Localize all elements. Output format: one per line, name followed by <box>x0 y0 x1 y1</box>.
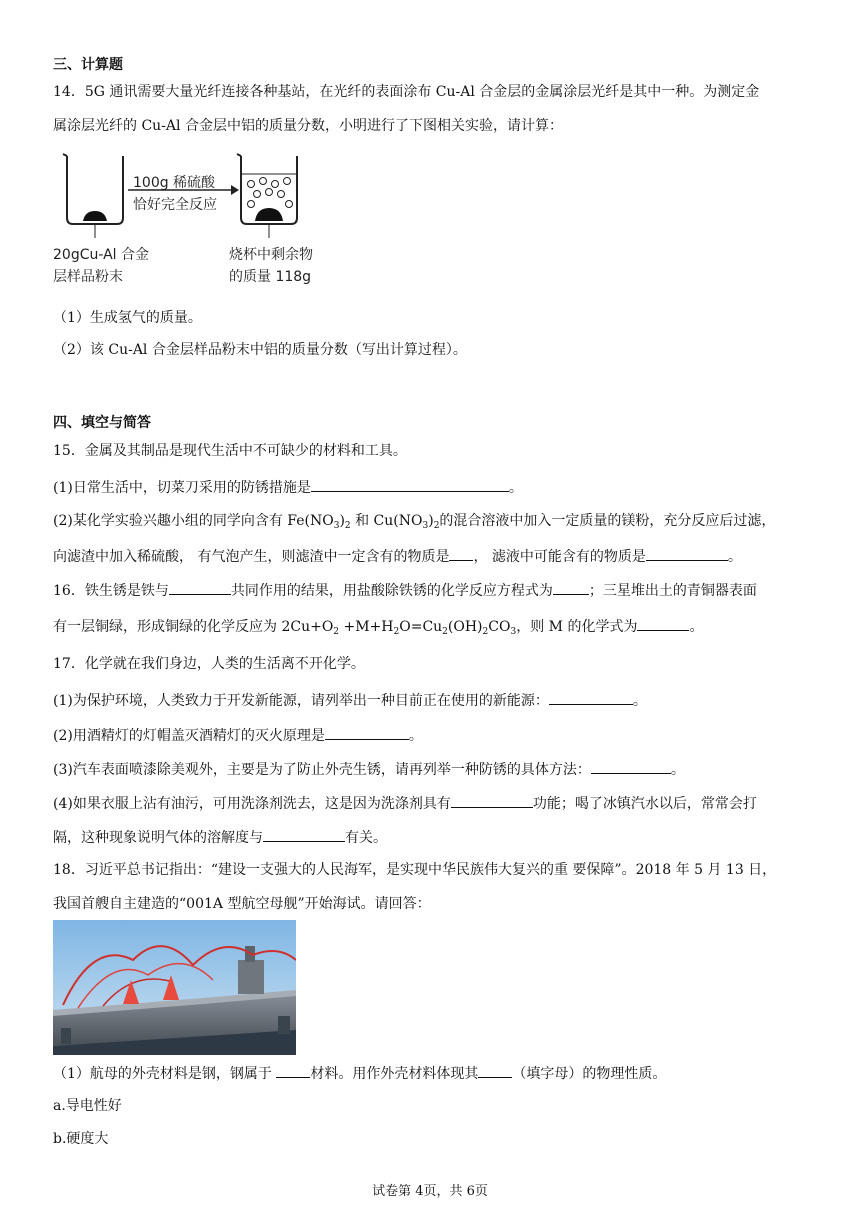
subscript: 2 <box>344 521 351 531</box>
q17-stem: 17．化学就在我们身边，人类的生活离不开化学。 <box>53 656 365 672</box>
q17-part1-text: (1)为保护环境，人类致力于开发新能源，请列举出一种目前正在使用的新能源： <box>53 693 549 709</box>
q16-line1 <box>53 579 757 601</box>
q15-part1 <box>53 476 523 498</box>
arrow-label-bottom: 恰好完全反应 <box>133 197 217 213</box>
aircraft-carrier-photo <box>53 920 296 1055</box>
q17-part3-end: 。 <box>670 762 685 778</box>
subscript: 3 <box>333 521 340 531</box>
right-beaker-label-2: 的质量 118g <box>229 269 312 285</box>
q16-c: ；三星堆出土的青铜器表面 <box>588 583 757 599</box>
answer-blank[interactable] <box>276 1062 310 1078</box>
answer-blank[interactable] <box>549 689 633 705</box>
q17-part2-end: 。 <box>408 728 423 744</box>
q15-part2-c: 和 Cu(NO <box>350 513 423 529</box>
q18-sub1-b: 材料。用作外壳材料体现其 <box>310 1066 479 1082</box>
q16-d: 有一层铜绿，形成铜绿的化学反应为 2Cu+O <box>53 619 334 635</box>
q16-a: 16．铁生锈是铁与 <box>53 583 169 599</box>
q14-stem-line2: 属涂层光纤的 Cu-Al 合金层中铝的质量分数，小明进行了下图相关实验，请计算： <box>53 118 563 134</box>
q16-g: (OH) <box>447 619 483 635</box>
q15-part2-d: ) <box>428 513 434 529</box>
answer-blank[interactable] <box>646 545 728 561</box>
answer-blank[interactable] <box>591 758 671 774</box>
q17-part1-end: 。 <box>632 693 647 709</box>
q14-stem-line1: 14．5G 通讯需要大量光纤连接各种基站，在光纤的表面涂布 Cu-Al 合金层的金属涂层光纤是其中一种。为测定金 <box>53 84 760 100</box>
q16-i: ，则 M 的化学式为 <box>516 619 638 635</box>
q14-sub1: （1）生成氢气的质量。 <box>53 310 202 326</box>
q17-part5-b: 有关。 <box>345 830 387 846</box>
q17-part5-a: 隔，这种现象说明气体的溶解度与 <box>53 830 263 846</box>
answer-blank[interactable] <box>263 826 345 842</box>
q15-part2-a: (2)某化学实验兴趣小组的同学向含有 Fe(NO <box>53 513 334 529</box>
subscript: 3 <box>510 627 517 637</box>
q18-sub1 <box>53 1062 666 1084</box>
q16-e: +M+H <box>339 619 394 635</box>
q15-part3-b: ， 滤液中可能含有的物质是 <box>473 549 646 565</box>
q16-line2 <box>53 615 703 637</box>
q18-sub1-a: （1）航母的外壳材料是钢，钢属于 <box>53 1066 277 1082</box>
answer-blank[interactable] <box>325 724 409 740</box>
subscript: 3 <box>422 521 429 531</box>
q18-stem-line1: 18．习近平总书记指出：“建设一支强大的人民海军，是实现中华民族伟大复兴的重 要保障”。2018 年 5 月 13 日， <box>53 862 777 878</box>
page-footer: 试卷第 4页，共 6页 <box>372 1184 488 1199</box>
q15-part2-b: ) <box>339 513 345 529</box>
q17-part4 <box>53 792 757 814</box>
q16-f: O=Cu <box>399 619 443 635</box>
answer-blank[interactable] <box>169 579 231 595</box>
q15-part3-end: 。 <box>727 549 742 565</box>
subscript: 2 <box>393 627 400 637</box>
q17-part3 <box>53 758 685 780</box>
subscript: 2 <box>433 521 440 531</box>
arrow-label-top: 100g 稀硫酸 <box>133 175 216 191</box>
q17-part4-a: (4)如果衣服上沾有油污，可用洗涤剂洗去，这是因为洗涤剂具有 <box>53 796 451 812</box>
answer-blank[interactable] <box>451 792 533 808</box>
q15-part1-text: (1)日常生活中，切菜刀采用的防锈措施是 <box>53 480 311 496</box>
q16-b: 共同作用的结果，用盐酸除铁锈的化学反应方程式为 <box>230 583 553 599</box>
right-beaker-label-1: 烧杯中剩余物 <box>229 247 313 263</box>
q15-part2-e: 的混合溶液中加入一定质量的镁粉，充分反应后过滤， <box>439 513 776 529</box>
q16-h: CO <box>488 619 511 635</box>
section-heading-calc: 三、计算题 <box>53 57 123 73</box>
q16-j: 。 <box>689 619 704 635</box>
q17-part2-text: (2)用酒精灯的灯帽盖灭酒精灯的灭火原理是 <box>53 728 325 744</box>
answer-blank[interactable] <box>311 476 509 492</box>
q17-part3-text: (3)汽车表面喷漆除美观外，主要是为了防止外壳生锈，请再列举一种防锈的具体方法： <box>53 762 591 778</box>
q15-part2 <box>53 511 775 531</box>
q17-part2 <box>53 724 423 746</box>
left-beaker-label-2: 层样品粉末 <box>53 269 123 285</box>
q15-part3 <box>53 545 742 567</box>
q14-sub2: （2）该 Cu-Al 合金层样品粉末中铝的质量分数（写出计算过程）。 <box>53 342 467 358</box>
answer-blank[interactable] <box>637 615 689 631</box>
q15-stem: 15．金属及其制品是现代生活中不可缺少的材料和工具。 <box>53 443 407 459</box>
q18-sub1-c: （填字母）的物理性质。 <box>512 1066 667 1082</box>
q17-part4-cont <box>53 826 387 848</box>
aircraft-carrier-image <box>53 920 296 1055</box>
subscript: 2 <box>482 627 489 637</box>
answer-blank[interactable] <box>478 1062 512 1078</box>
subscript: 2 <box>333 627 340 637</box>
experiment-diagram <box>53 148 333 293</box>
right-beaker-icon <box>237 154 297 238</box>
q15-part1-end: 。 <box>508 480 523 496</box>
option-a: a.导电性好 <box>53 1098 122 1114</box>
q17-part1 <box>53 689 647 711</box>
subscript: 2 <box>442 627 448 637</box>
left-beaker-label-1: 20gCu-Al 合金 <box>53 247 150 263</box>
answer-blank[interactable] <box>449 545 473 561</box>
q17-part4-b: 功能；喝了冰镇汽水以后，常常会打 <box>532 796 757 812</box>
left-beaker-icon <box>63 154 123 238</box>
section-heading-fill: 四、填空与简答 <box>53 415 151 431</box>
q15-part3-a: 向滤渣中加入稀硫酸， 有气泡产生，则滤渣中一定含有的物质是 <box>53 549 450 565</box>
q18-stem-line2: 我国首艘自主建造的“001A 型航空母舰”开始海试。请回答： <box>53 896 431 912</box>
answer-blank[interactable] <box>553 579 589 595</box>
option-b: b.硬度大 <box>53 1131 109 1147</box>
